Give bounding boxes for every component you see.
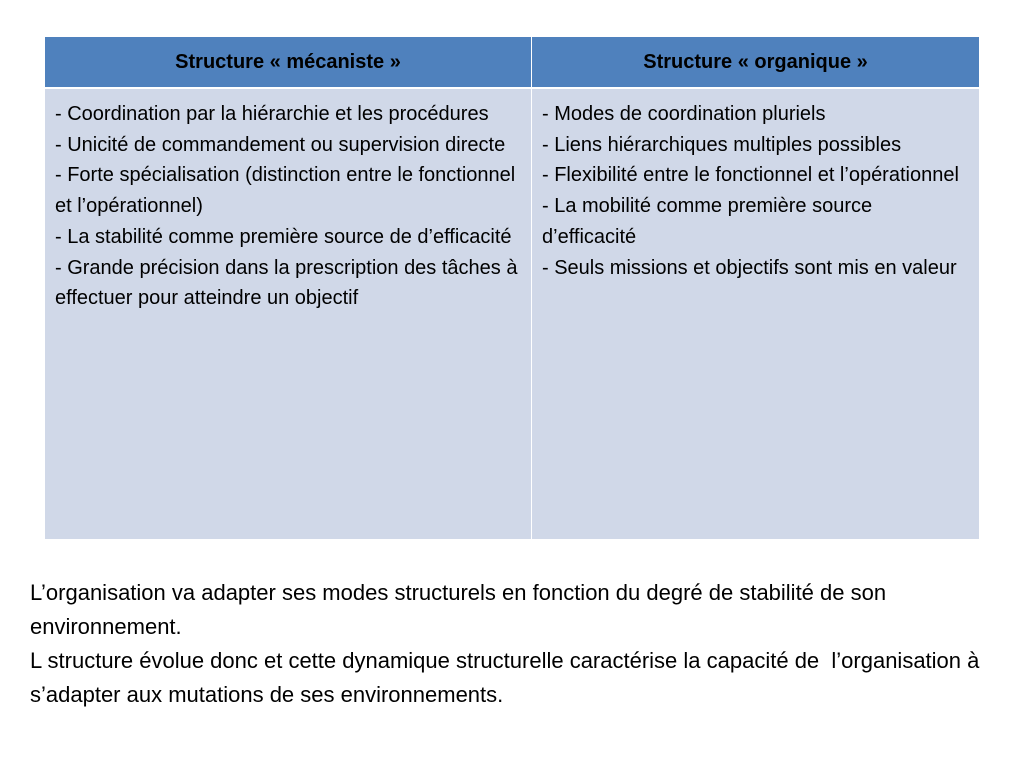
list-item: - La mobilité comme première source d’efficacité <box>542 195 873 248</box>
header-mecaniste: Structure « mécaniste » <box>45 37 532 89</box>
list-item: - Forte spécialisation (distinction entre le fonctionnel et l’opérationnel) <box>55 164 516 218</box>
table-row <box>45 88 980 540</box>
list-item: - La stabilité comme première source de d’efficacité <box>55 225 512 248</box>
comparison-table <box>44 36 980 540</box>
list-item: - Coordination par la hiérarchie et les procédures <box>55 103 489 125</box>
list-item: - Liens hiérarchiques multiples possibles <box>542 133 902 156</box>
list-item: - Flexibilité entre le fonctionnel et l’opérationnel <box>542 164 959 187</box>
list-item: - Modes de coordination pluriels <box>542 103 826 125</box>
list-item: - Grande précision dans la prescription des tâches à effectuer pour atteindre un objectif <box>55 256 518 310</box>
list-item: - Seuls missions et objectifs sont mis en valeur <box>542 256 957 279</box>
conclusion-paragraph: L’organisation va adapter ses modes structurels en fonction du degré de stabilité de son environnement. <box>30 580 893 639</box>
conclusion-text <box>30 576 990 712</box>
list-item: - Unicité de commandement ou supervision directe <box>55 133 506 156</box>
table-header-row <box>45 37 980 89</box>
cell-mecaniste <box>45 88 532 540</box>
cell-organique <box>532 88 980 540</box>
conclusion-paragraph: L structure évolue donc et cette dynamique structurelle caractérise la capacité de l’organisation à s’adapter aux mutations de ses environnements. <box>30 648 986 707</box>
header-organique: Structure « organique » <box>532 37 980 89</box>
